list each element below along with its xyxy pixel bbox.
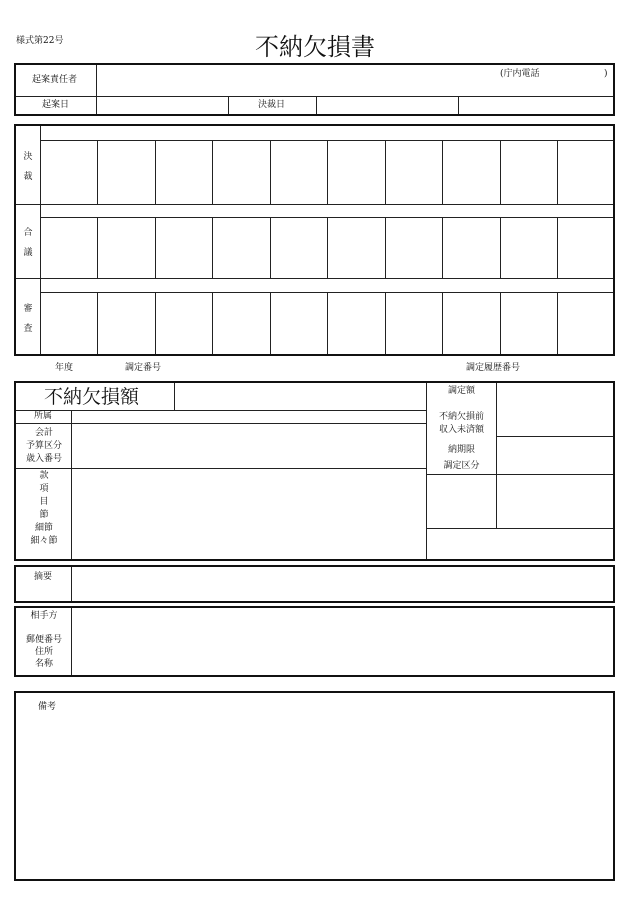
approval-section <box>14 124 615 356</box>
document-title-text: 不納欠損書 <box>255 33 375 61</box>
stamp-cell-divider <box>155 140 156 204</box>
budget-line: 細々節 <box>30 536 58 546</box>
summary-field[interactable] <box>72 567 613 601</box>
decision-date-label: 決裁日 <box>258 100 286 110</box>
budget-field[interactable] <box>72 469 426 559</box>
counterparty-line <box>16 622 72 634</box>
counterparty-line: 相手方 <box>30 611 58 621</box>
due-labels <box>427 442 496 474</box>
drafter-section <box>14 63 615 116</box>
summary-label: 摘要 <box>34 572 53 582</box>
counterparty-field[interactable] <box>72 608 613 675</box>
counterparty-line: 名称 <box>34 659 53 669</box>
uncollected-labels <box>427 411 496 437</box>
remarks-field[interactable] <box>76 695 611 879</box>
budget-line: 細節 <box>34 523 53 533</box>
amount-section <box>14 381 615 561</box>
stamp-cell-divider <box>212 292 213 354</box>
stamp-cell-divider <box>212 140 213 204</box>
decision-char-1: 決 <box>23 152 33 162</box>
phone-close: ) <box>604 69 608 79</box>
draft-date-label: 起案日 <box>42 100 70 110</box>
history-number-label: 調定履歴番号 <box>466 363 521 373</box>
budget-line: 款 <box>39 471 49 481</box>
stamp-cell-divider <box>155 217 156 278</box>
stamp-cell-divider <box>500 140 501 204</box>
stamp-cell-divider <box>557 217 558 278</box>
drafter-label: 起案責任者 <box>32 75 78 85</box>
adjust-number-label: 調定番号 <box>125 363 162 373</box>
stamp-cell-divider <box>385 140 386 204</box>
budget-line: 項 <box>39 484 49 494</box>
decision-char-2: 裁 <box>23 172 33 182</box>
amount-title: 不納欠損額 <box>44 386 140 408</box>
consult-char-2: 議 <box>23 248 33 258</box>
stamp-cell-divider <box>97 140 98 204</box>
review-char-1: 審 <box>23 304 33 314</box>
stamp-cell-divider <box>500 292 501 354</box>
document-title <box>0 32 630 62</box>
budget-line: 節 <box>39 510 49 520</box>
budget-labels <box>16 470 72 548</box>
due-line: 納期限 <box>447 445 475 455</box>
stamp-cell-divider <box>97 217 98 278</box>
account-line: 予算区分 <box>25 441 62 451</box>
stamp-cell-divider <box>327 217 328 278</box>
remarks-label: 備考 <box>38 702 57 712</box>
uncollected-line: 不納欠損前 <box>438 412 484 422</box>
uncollected-line: 収入未済額 <box>438 425 484 435</box>
account-labels <box>16 427 72 466</box>
due-line: 調定区分 <box>443 461 480 471</box>
stamp-cell-divider <box>385 217 386 278</box>
summary-section <box>14 565 615 603</box>
uncollected-amount-field[interactable] <box>497 384 613 436</box>
stamp-cell-divider <box>270 292 271 354</box>
counterparty-line: 住所 <box>34 647 53 657</box>
stamp-cell-divider <box>442 140 443 204</box>
stamp-cell-divider <box>557 292 558 354</box>
stamp-cell-divider <box>270 140 271 204</box>
stamp-cell-divider <box>97 292 98 354</box>
stamp-cell-divider <box>500 217 501 278</box>
fiscal-year-label: 年度 <box>55 363 74 373</box>
stamp-cell-divider <box>442 292 443 354</box>
account-field[interactable] <box>72 424 426 468</box>
stamp-cell-divider <box>155 292 156 354</box>
counterparty-line: 郵便番号 <box>25 635 62 645</box>
stamp-cell-divider <box>327 292 328 354</box>
form-number: 様式第22号 <box>16 36 64 46</box>
adjusted-amount-label: 調定額 <box>448 386 476 396</box>
stamp-cell-divider <box>385 292 386 354</box>
account-line: 歳入番号 <box>25 454 62 464</box>
counterparty-labels <box>16 610 72 670</box>
stamp-cell-divider <box>557 140 558 204</box>
budget-line: 目 <box>39 497 49 507</box>
consult-char-1: 合 <box>23 228 33 238</box>
decision-date-field[interactable] <box>317 97 458 114</box>
phone-label: (庁内電話 <box>500 69 540 79</box>
draft-date-field[interactable] <box>97 97 228 114</box>
due-date-field[interactable] <box>497 437 613 474</box>
counterparty-section <box>14 606 615 677</box>
review-char-2: 査 <box>23 324 33 334</box>
dept-label: 所属 <box>34 411 53 421</box>
stamp-cell-divider <box>212 217 213 278</box>
remarks-section <box>14 691 615 881</box>
stamp-cell-divider <box>270 217 271 278</box>
stamp-cell-divider <box>327 140 328 204</box>
stamp-cell-divider <box>442 217 443 278</box>
dept-field[interactable] <box>72 411 426 423</box>
account-line: 会計 <box>34 428 53 438</box>
